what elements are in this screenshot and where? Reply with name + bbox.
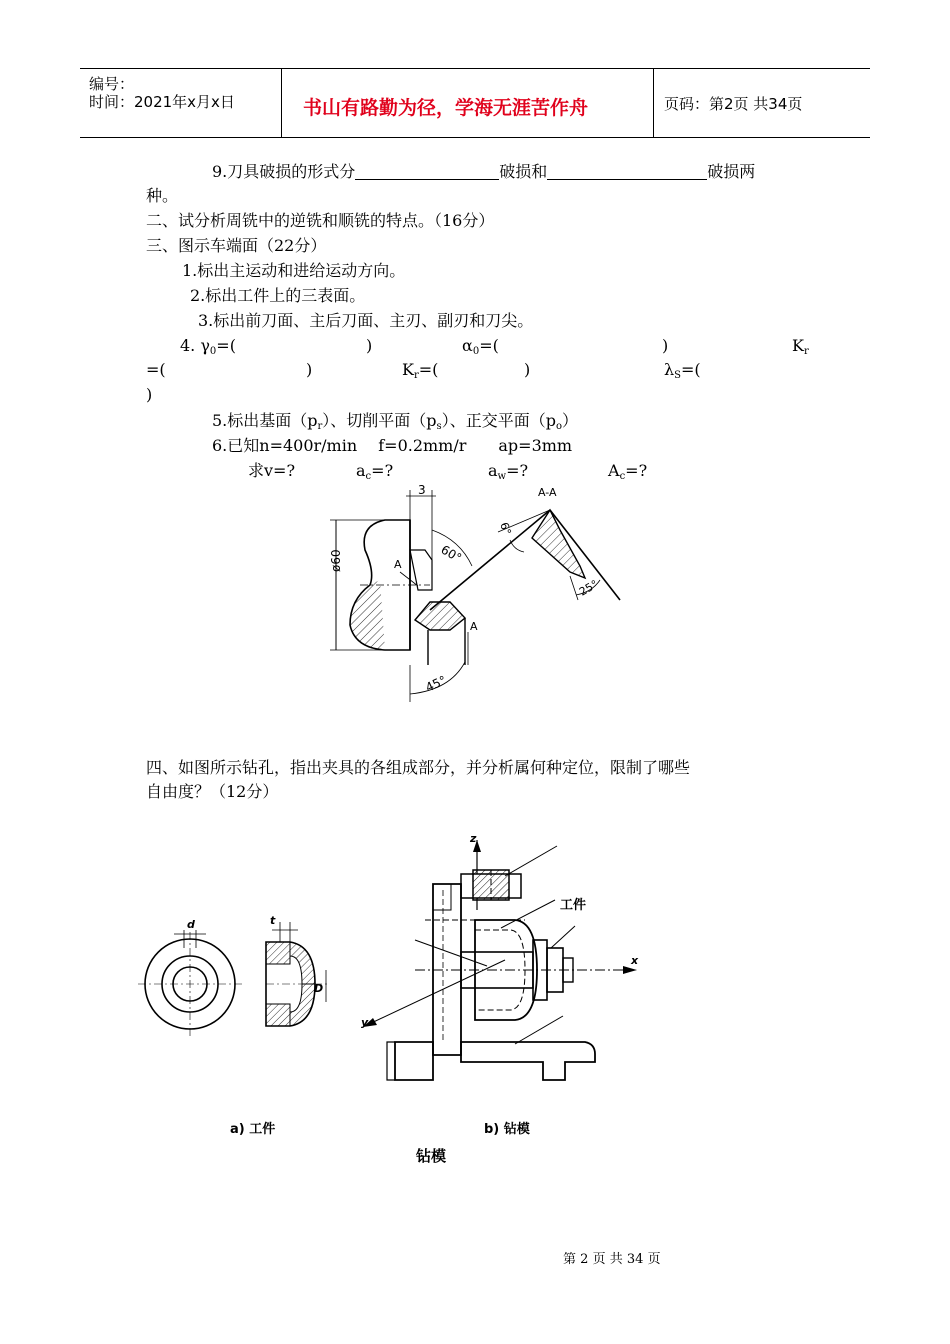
paren-close: ) [662,336,669,355]
q9-cont: 种。 [146,186,179,205]
drill-jig-diagram [355,830,645,1090]
question-2: 二、试分析周铣中的逆铣和顺铣的特点。（16分） [146,211,495,230]
paren-close: ) [524,360,531,379]
q3-item-2: 2.标出工件上的三表面。 [190,286,366,305]
header-divider [653,69,654,137]
q3-item-5: 5.标出基面$(p_r)$、切削平面$(p_s)$、正交平面$(p_o)$ [212,411,578,432]
q3-ask-aw: $a_w=$? [488,461,529,482]
q3-ask: 求v=? [248,461,296,480]
page-footer: 第 2 页 共 34 页 [563,1252,661,1267]
q3-item-6: 6.已知n=400r/min f=0.2mm/r ap=3mm [212,436,573,455]
workpiece-views [130,912,340,1052]
q3-item-3: 3.标出前刀面、主后刀面、主刃、副刃和刀尖。 [198,311,534,330]
paren-close: ) [146,385,153,404]
diameter-label: ø60 [329,549,343,572]
caption-a: a) 工件 [230,1122,276,1137]
dim-d-label: d [187,918,195,931]
section-title: A-A [538,486,557,499]
angle-6-label: 6° [497,520,514,537]
q3-item-4-lambda: $\lambda_S=$( [664,360,701,381]
q3-ask-ac: $a_c=$? [356,461,394,482]
question-4-line2: 自由度？（12分） [146,782,279,801]
depth-label: 3 [418,483,426,497]
q3-item-4-kr2: $K_r=$( [402,360,439,381]
dim-D-label: D [314,982,324,995]
axis-x-label: x [631,954,639,967]
tool-tip [415,602,465,630]
q9-prefix: 9.刀具破损的形式分 [212,162,356,181]
angle-45-label: 45° [423,673,449,695]
q9-line [212,162,755,182]
q3-ask-Ac: $A_c=$? [608,461,648,482]
workpiece-label: 工件 [560,898,587,913]
q9-mid: 破损和 [499,162,548,181]
page-indicator: 页码：第2页 共34页 [664,95,803,113]
turning-diagram [300,480,640,705]
caption-b: b) 钻模 [484,1122,530,1137]
section-marker-a: A [470,620,478,633]
q3-item-4-kr-cont: =( [146,360,166,379]
section-marker-a: A [394,558,402,571]
angle-25-label: 25° [577,577,601,599]
motto: 书山有路勤为径，学海无涯苦作舟 [303,97,589,119]
axis-z-label: z [470,832,477,845]
jig-base-left [395,1042,433,1080]
q3-item-4-alpha: $\alpha_0=$( [462,336,499,357]
q3-item-4-gamma: 4. $\gamma_0=$( [180,336,236,357]
question-4-line1: 四、如图所示钻孔，指出夹具的各组成部分，并分析属何种定位，限制了哪些 [146,758,691,777]
figure-title: 钻模 [416,1147,447,1165]
q3-item-1: 1.标出主运动和进给运动方向。 [182,261,406,280]
question-3-title: 三、图示车端面（22分） [146,236,327,255]
time-label: 时间：2021年x月x日 [89,93,235,111]
answer-blank[interactable] [355,163,499,180]
q3-item-4-kr: $K_r$ [792,336,809,357]
workpiece-section [350,580,385,650]
paren-close: ) [366,336,373,355]
axis-y-label: y [361,1016,369,1029]
serial-label: 编号： [89,75,135,93]
jig-base-right [461,1042,595,1080]
answer-blank[interactable] [547,163,707,180]
page-header [80,68,870,138]
angle-60-label: 60° [438,542,464,566]
q9-suffix: 破损两 [707,162,756,181]
dim-t-label: t [270,914,276,927]
paren-close: ) [306,360,313,379]
header-divider [281,69,282,137]
